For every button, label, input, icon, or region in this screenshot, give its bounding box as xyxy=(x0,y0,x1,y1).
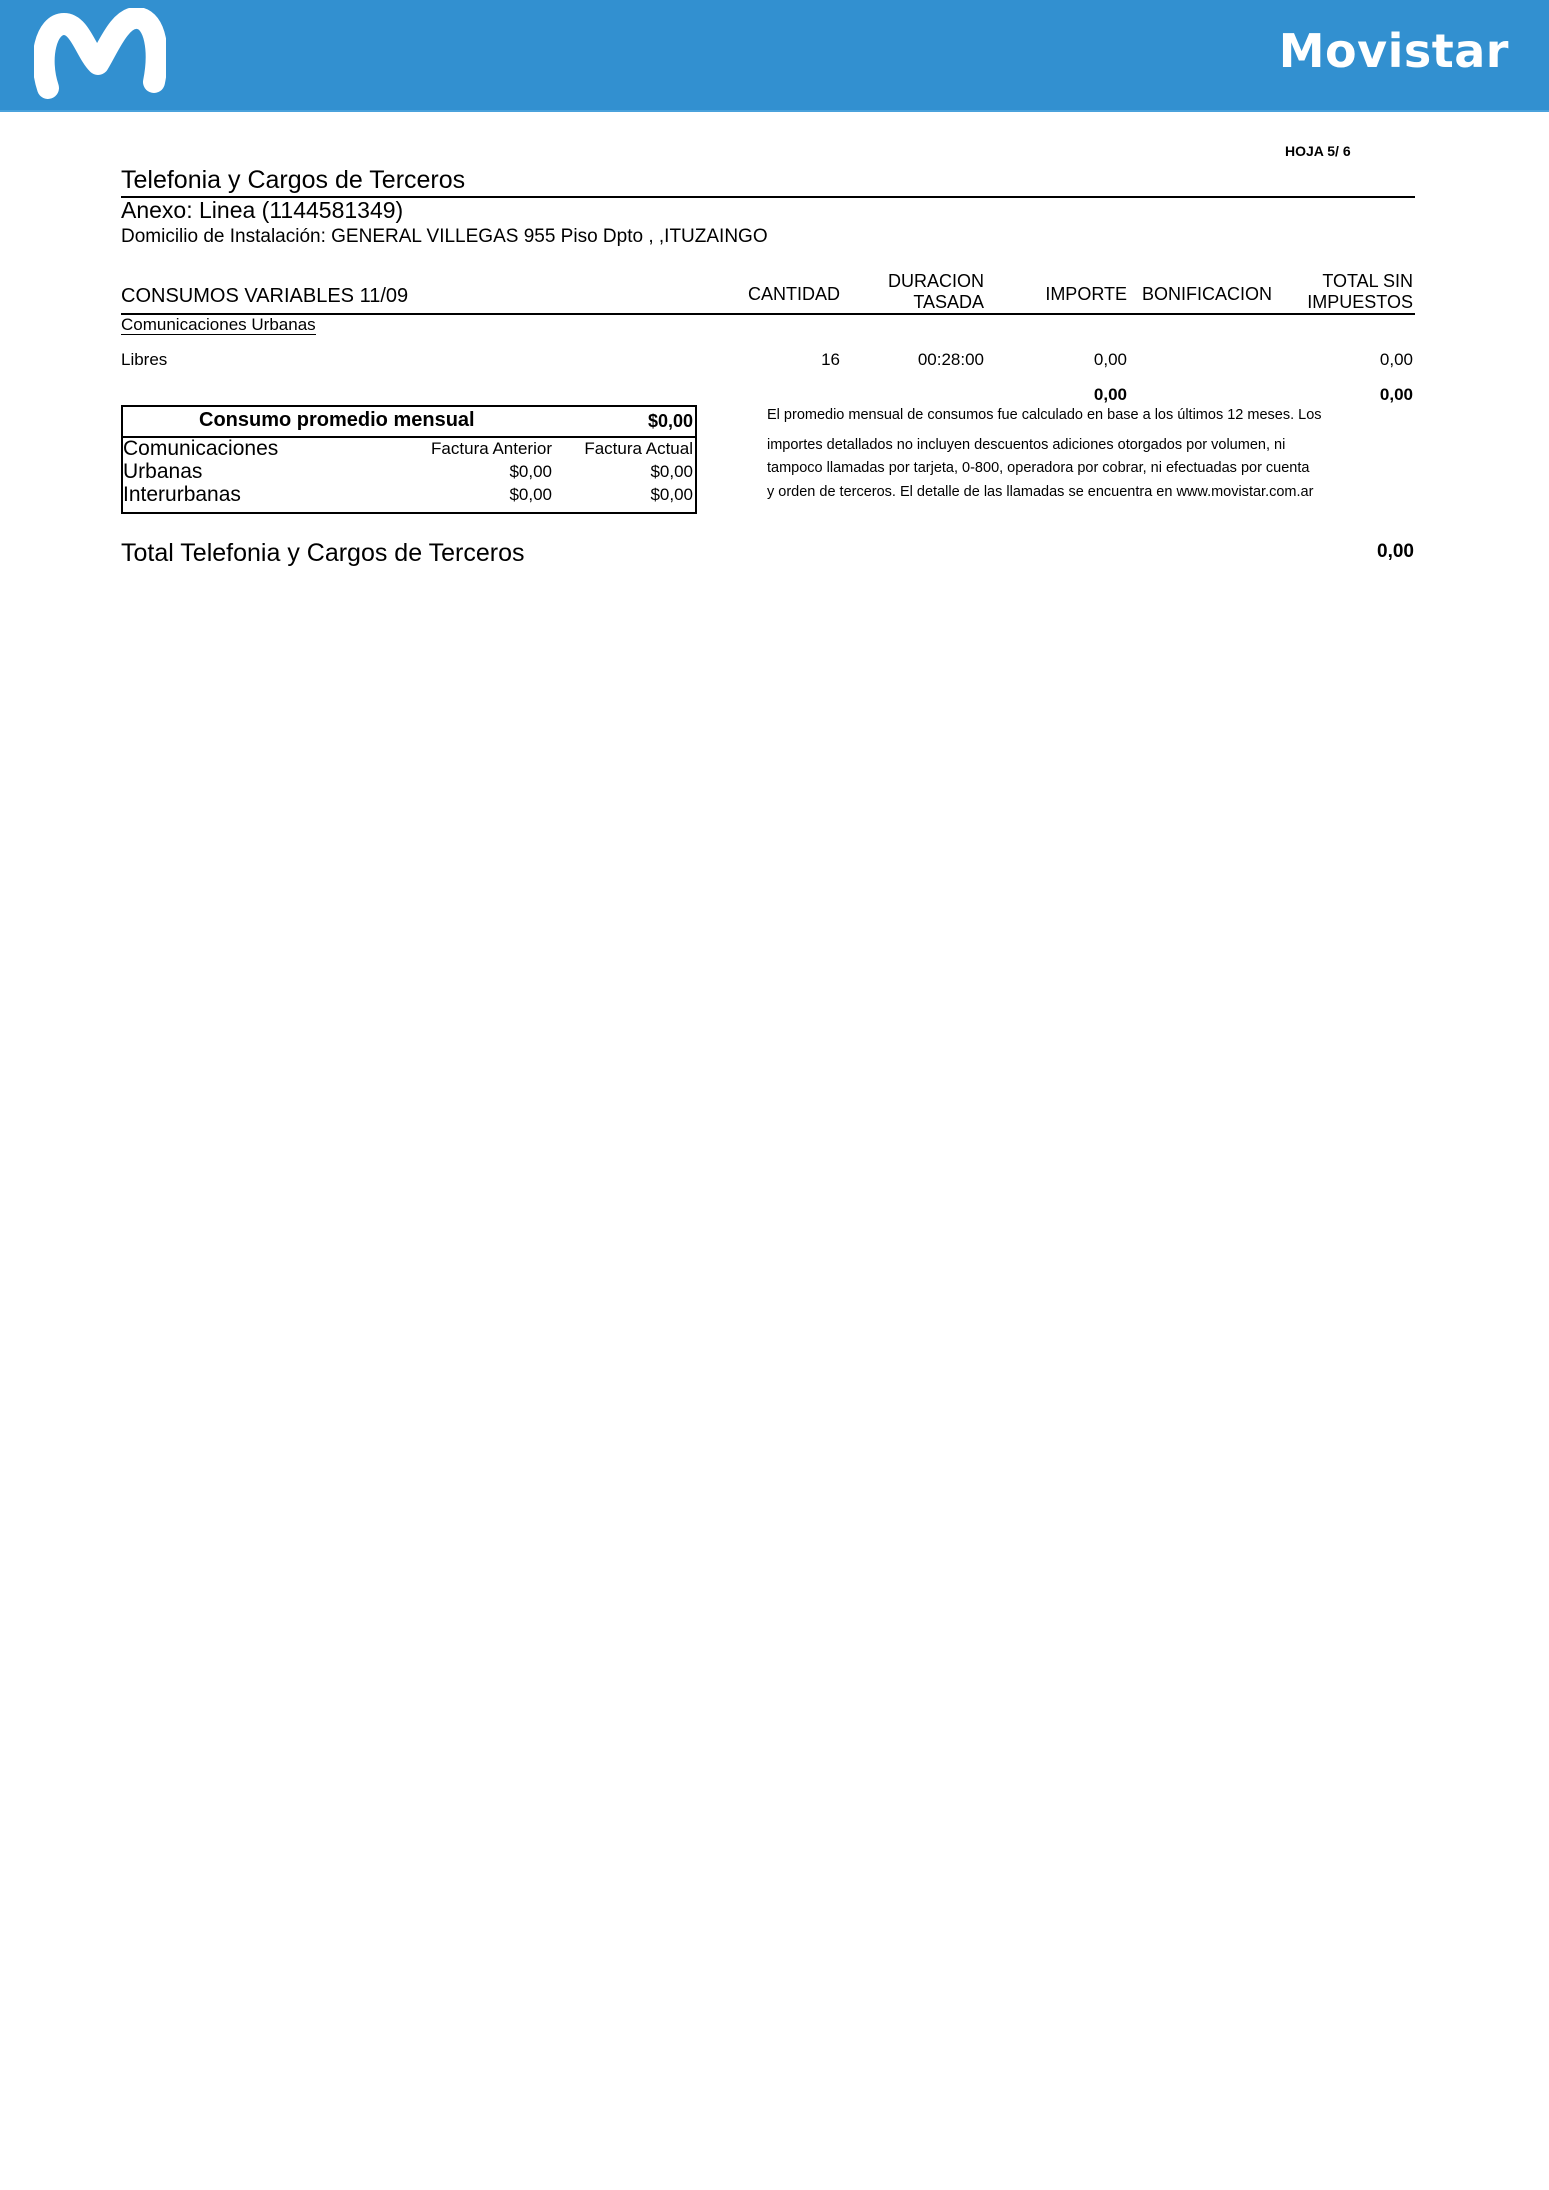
page-title: Telefonia y Cargos de Terceros xyxy=(121,166,466,194)
note-line: tampoco llamadas por tarjeta, 0-800, operadora por cobrar, ni efectuadas por cuenta xyxy=(767,460,1310,476)
col-total-line2: IMPUESTOS xyxy=(1307,292,1413,312)
brand-name: Movistar xyxy=(1278,24,1509,78)
note-line: importes detallados no incluyen descuentos adiciones otorgados por volumen, ni xyxy=(767,437,1286,453)
movistar-m-logo-icon xyxy=(34,8,166,100)
section-title: CONSUMOS VARIABLES 11/09 xyxy=(121,285,409,307)
col-duracion-line2: TASADA xyxy=(913,292,984,312)
sheet-number: HOJA 5/ 6 xyxy=(1285,143,1351,159)
annex-line: Anexo: Linea (1144581349) xyxy=(121,197,404,223)
average-consumption-box xyxy=(121,405,697,514)
col-cantidad: CANTIDAD xyxy=(748,284,841,304)
average-box-col-prev: Factura Anterior xyxy=(431,439,552,458)
row-concept: Libres xyxy=(121,350,168,369)
average-box-col-label: Comunicaciones xyxy=(123,437,279,460)
header-band xyxy=(0,0,1549,112)
row-cantidad: 16 xyxy=(821,350,840,369)
average-box-title: Consumo promedio mensual xyxy=(199,409,475,431)
subtotal-importe: 0,00 xyxy=(1093,385,1127,404)
subtotal-total: 0,00 xyxy=(1379,385,1413,404)
average-box-total: $0,00 xyxy=(647,411,693,431)
col-bonificacion: BONIFICACION xyxy=(1142,284,1273,304)
row-total: 0,00 xyxy=(1379,350,1413,369)
row-importe: 0,00 xyxy=(1093,350,1127,369)
average-row-prev: $0,00 xyxy=(509,462,552,481)
average-box-col-curr: Factura Actual xyxy=(584,439,693,458)
total-label: Total Telefonia y Cargos de Terceros xyxy=(121,539,525,567)
average-row-label: Urbanas xyxy=(123,460,203,483)
average-row-curr: $0,00 xyxy=(650,462,693,481)
average-row-label: Interurbanas xyxy=(123,483,241,506)
total-value: 0,00 xyxy=(1377,541,1414,562)
average-row-prev: $0,00 xyxy=(509,485,552,504)
note-line: El promedio mensual de consumos fue calculado en base a los últimos 12 meses. Los xyxy=(767,407,1322,423)
col-importe: IMPORTE xyxy=(1045,284,1127,304)
installation-address: Domicilio de Instalación: GENERAL VILLEGAS 955 Piso Dpto , ,ITUZAINGO xyxy=(121,226,768,247)
col-duracion-line1: DURACION xyxy=(887,271,984,291)
row-duracion: 00:28:00 xyxy=(917,350,984,369)
group-label: Comunicaciones Urbanas xyxy=(121,315,316,334)
average-row-curr: $0,00 xyxy=(650,485,693,504)
note-line: y orden de terceros. El detalle de las llamadas se encuentra en www.movistar.com.ar xyxy=(767,484,1314,500)
col-total-line1: TOTAL SIN xyxy=(1322,271,1413,291)
